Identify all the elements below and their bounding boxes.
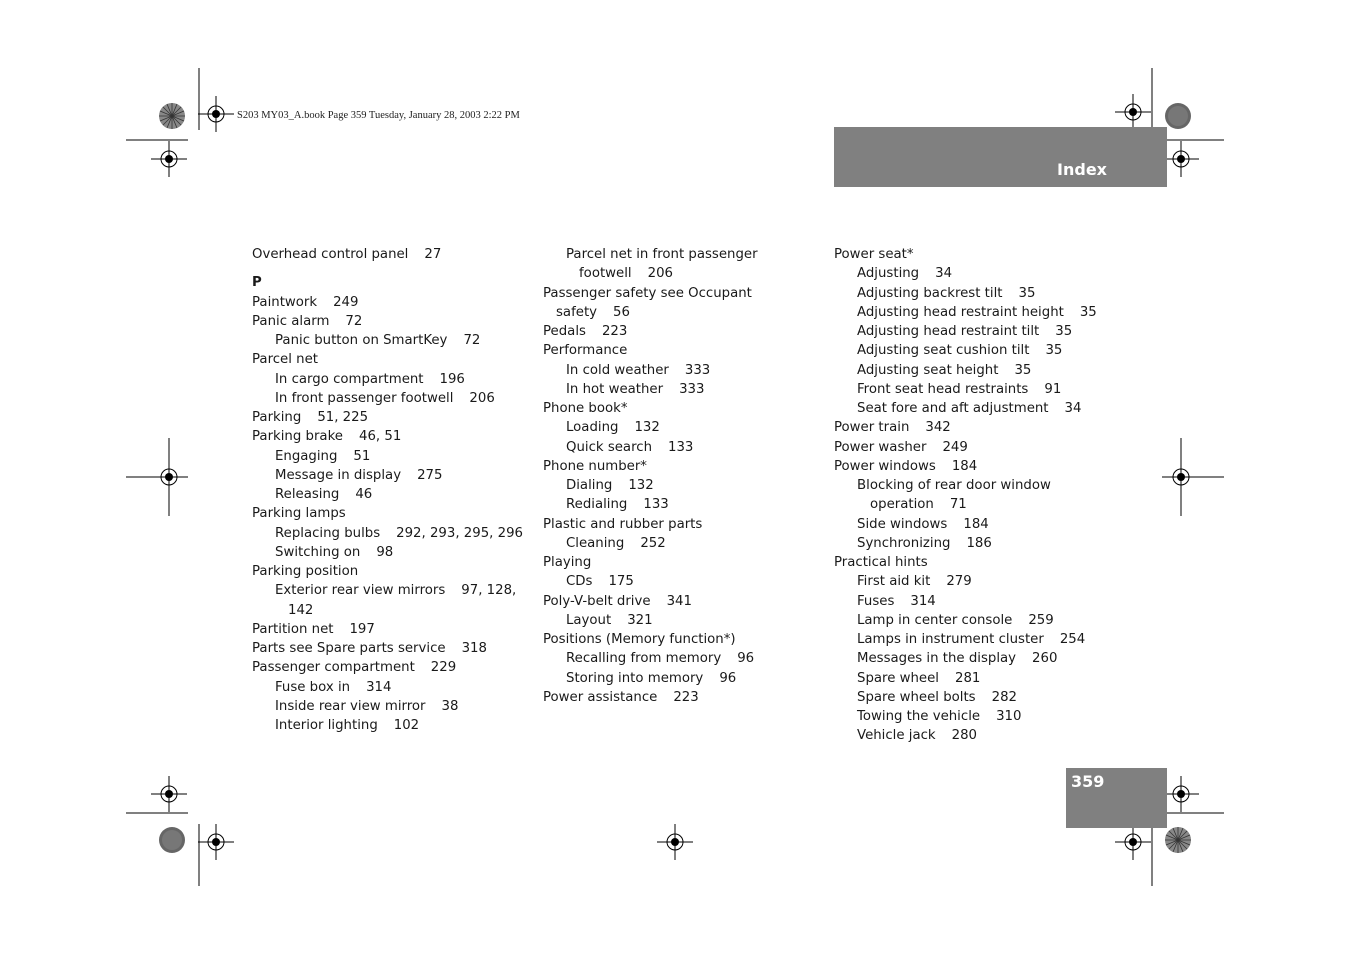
entry-page-ref: 51, 225 <box>317 410 369 425</box>
entry-term: Pedals <box>543 324 586 339</box>
index-entry <box>252 658 537 677</box>
index-entry <box>252 350 537 369</box>
entry-page-ref: 310 <box>996 709 1022 724</box>
entry-page-ref: 249 <box>333 294 359 310</box>
entry-page-ref: 35 <box>1079 304 1097 320</box>
index-entry <box>834 418 1134 437</box>
page-number: 359 <box>1071 772 1105 791</box>
index-letter-heading <box>252 273 537 292</box>
index-entry <box>834 438 1134 457</box>
entry-page-ref: 34 <box>935 266 953 282</box>
entry-term: Switching on <box>275 544 361 560</box>
index-entry <box>543 572 828 591</box>
entry-term: Lamps in instrument cluster <box>857 632 1044 647</box>
index-entry <box>543 264 828 283</box>
entry-page-ref: 35 <box>1014 362 1032 378</box>
entry-page-ref: 292, 293, 295, 296 <box>396 525 524 541</box>
entry-term: Loading <box>566 420 619 436</box>
index-entry <box>834 341 1134 360</box>
entry-term: Performance <box>543 343 628 359</box>
index-entry <box>252 581 537 600</box>
entry-page-ref: 206 <box>647 266 674 282</box>
entry-page-ref: 223 <box>673 689 699 705</box>
entry-term: Interior lighting <box>275 718 378 733</box>
entry-term: Plastic and rubber parts <box>543 516 703 532</box>
index-entry <box>834 495 1134 514</box>
index-entry <box>252 716 537 735</box>
index-entry <box>834 630 1134 649</box>
entry-term: Message in display <box>275 467 402 483</box>
entry-term: Adjusting <box>857 266 920 282</box>
entry-term: Adjusting head restraint height <box>857 304 1064 320</box>
entry-term: Adjusting head restraint tilt <box>857 324 1040 339</box>
entry-term: In hot weather <box>566 381 664 397</box>
index-entry <box>834 515 1134 534</box>
entry-page-ref: 175 <box>608 574 634 590</box>
entry-page-ref: 132 <box>634 420 660 436</box>
entry-page-ref: 314 <box>366 679 392 695</box>
entry-term: Seat fore and aft adjustment <box>857 401 1049 416</box>
entry-term: Parts see Spare parts service <box>252 641 446 656</box>
entry-page-ref: 318 <box>461 641 487 656</box>
index-entry <box>252 427 537 446</box>
index-entry <box>834 592 1134 611</box>
index-entry <box>252 485 537 504</box>
entry-term: Phone number* <box>543 458 647 474</box>
entry-term: Parking <box>252 410 302 425</box>
entry-term: Panic button on SmartKey <box>275 333 448 348</box>
entry-term: Phone book* <box>543 401 628 416</box>
index-entry <box>543 284 828 303</box>
index-entry <box>543 341 828 360</box>
index-entry <box>834 553 1134 572</box>
entry-term: Layout <box>566 612 612 628</box>
index-entry <box>543 438 828 457</box>
index-entry <box>834 361 1134 380</box>
entry-page-ref: 321 <box>627 612 653 628</box>
index-entry <box>834 611 1134 630</box>
entry-term: Spare wheel <box>857 670 939 686</box>
index-entry <box>834 264 1134 283</box>
entry-term: Parcel net in front passenger <box>566 247 758 262</box>
entry-page-ref: 223 <box>601 324 628 339</box>
entry-term: Blocking of rear door window <box>857 478 1051 493</box>
entry-page-ref: 184 <box>963 516 989 532</box>
entry-term: Parking lamps <box>252 506 346 522</box>
index-entry <box>252 639 537 658</box>
entry-page-ref: 97, 128, <box>461 583 517 599</box>
entry-page-ref: 35 <box>1055 324 1073 339</box>
index-entry <box>543 245 828 264</box>
index-entry <box>543 553 828 572</box>
entry-term: Exterior rear view mirrors <box>275 583 446 599</box>
entry-term: Parcel net <box>252 352 318 368</box>
entry-page-ref: 254 <box>1059 632 1086 647</box>
entry-page-ref: 279 <box>946 574 972 590</box>
entry-page-ref: 314 <box>910 593 936 609</box>
index-column-3 <box>834 245 1134 746</box>
entry-page-ref: 133 <box>668 439 694 455</box>
entry-term: In cold weather <box>566 362 669 378</box>
index-entry <box>543 688 828 707</box>
index-entry <box>252 447 537 466</box>
index-entry <box>543 592 828 611</box>
entry-page-ref: 282 <box>991 689 1017 705</box>
index-entry <box>252 620 537 639</box>
index-entry <box>543 476 828 495</box>
entry-term: 142 <box>288 602 314 618</box>
index-entry <box>834 649 1134 668</box>
index-entry <box>834 726 1134 745</box>
entry-term: Adjusting seat height <box>857 362 999 378</box>
entry-term: Power train <box>834 420 910 436</box>
entry-page-ref: 186 <box>966 535 992 551</box>
entry-page-ref: 249 <box>942 439 968 455</box>
index-entry <box>252 562 537 581</box>
entry-term: footwell <box>579 266 632 282</box>
entry-term: Vehicle jack <box>857 728 936 744</box>
entry-page-ref: 280 <box>951 728 978 744</box>
entry-page-ref: 91 <box>1044 381 1062 397</box>
entry-page-ref: 132 <box>628 478 654 493</box>
entry-term: Playing <box>543 555 592 570</box>
entry-term: Power windows <box>834 458 936 474</box>
index-entry <box>543 649 828 668</box>
index-entry <box>543 534 828 553</box>
index-entry <box>543 418 828 437</box>
entry-term: Synchronizing <box>857 535 951 551</box>
entry-term: Redialing <box>566 497 628 513</box>
section-title: Index <box>1057 160 1107 179</box>
entry-term: Releasing <box>275 487 340 502</box>
entry-page-ref: 252 <box>640 535 666 551</box>
index-entry <box>252 293 537 312</box>
entry-term: Panic alarm <box>252 313 330 329</box>
entry-page-ref: 102 <box>393 718 420 733</box>
entry-page-ref: 46 <box>355 487 373 502</box>
index-entry <box>252 678 537 697</box>
index-column-2 <box>543 245 828 707</box>
entry-page-ref: 206 <box>469 390 495 406</box>
entry-term: Fuse box in <box>275 679 351 695</box>
entry-term: Overhead control panel <box>252 247 409 262</box>
index-entry <box>834 322 1134 341</box>
index-entry <box>543 495 828 514</box>
entry-page-ref: 333 <box>684 362 711 378</box>
index-entry <box>834 399 1134 418</box>
entry-term: P <box>252 275 262 291</box>
index-entry <box>252 245 537 264</box>
entry-term: Inside rear view mirror <box>275 698 426 714</box>
index-entry <box>252 389 537 408</box>
index-entry <box>252 524 537 543</box>
entry-term: Quick search <box>566 439 652 455</box>
entry-term: Passenger safety see Occupant <box>543 285 752 301</box>
index-entry <box>543 630 828 649</box>
entry-term: Spare wheel bolts <box>857 689 976 705</box>
entry-term: Towing the vehicle <box>857 709 981 724</box>
index-entry <box>252 601 537 620</box>
entry-term: Cleaning <box>566 535 625 551</box>
entry-page-ref: 35 <box>1018 285 1036 301</box>
entry-page-ref: 27 <box>424 247 442 262</box>
entry-page-ref: 281 <box>954 670 981 686</box>
index-entry <box>252 408 537 427</box>
index-entry <box>252 312 537 331</box>
index-entry <box>252 697 537 716</box>
entry-term: Fuses <box>857 593 895 609</box>
entry-term: Engaging <box>275 448 338 464</box>
index-entry <box>834 534 1134 553</box>
entry-page-ref: 38 <box>441 698 459 714</box>
entry-term: In cargo compartment <box>275 371 424 387</box>
entry-term: Messages in the display <box>857 651 1017 667</box>
entry-term: Power washer <box>834 439 927 455</box>
index-entry <box>834 303 1134 322</box>
entry-term: CDs <box>566 574 593 590</box>
entry-term: Parking position <box>252 564 359 579</box>
entry-page-ref: 71 <box>949 497 967 513</box>
index-entry <box>543 611 828 630</box>
section-tab <box>834 127 1167 187</box>
entry-page-ref: 342 <box>925 420 951 436</box>
entry-term: Storing into memory <box>566 670 704 686</box>
entry-term: Power assistance <box>543 689 658 705</box>
index-entry <box>543 380 828 399</box>
entry-term: safety <box>556 304 598 320</box>
entry-page-ref: 333 <box>679 381 705 397</box>
index-entry <box>834 284 1134 303</box>
index-entry <box>834 380 1134 399</box>
index-entry <box>252 331 537 350</box>
entry-page-ref: 196 <box>439 371 465 387</box>
index-entry <box>252 504 537 523</box>
entry-page-ref: 341 <box>666 593 692 609</box>
index-entry <box>834 572 1134 591</box>
entry-term: Lamp in center console <box>857 612 1013 628</box>
entry-page-ref: 46, 51 <box>359 429 402 445</box>
entry-term: Recalling from memory <box>566 651 722 667</box>
print-slug: S203 MY03_A.book Page 359 Tuesday, January 28, 2003 2:22 PM <box>237 110 520 121</box>
entry-term: Replacing bulbs <box>275 525 381 541</box>
entry-page-ref: 275 <box>417 467 443 483</box>
entry-term: Adjusting backrest tilt <box>857 285 1003 301</box>
entry-term: Adjusting seat cushion tilt <box>857 343 1030 359</box>
entry-term: Partition net <box>252 621 334 637</box>
entry-page-ref: 96 <box>737 651 755 667</box>
index-entry <box>543 322 828 341</box>
entry-page-ref: 184 <box>951 458 978 474</box>
entry-term: Front seat head restraints <box>857 381 1029 397</box>
page-number-tab <box>1066 768 1167 828</box>
index-entry <box>543 399 828 418</box>
entry-page-ref: 51 <box>353 448 371 464</box>
index-entry <box>834 457 1134 476</box>
entry-page-ref: 229 <box>430 660 457 676</box>
entry-term: Positions (Memory function*) <box>543 632 736 647</box>
entry-term: Paintwork <box>252 294 318 310</box>
entry-term: Parking brake <box>252 429 343 445</box>
entry-term: Poly-V-belt drive <box>543 593 651 609</box>
entry-page-ref: 72 <box>345 313 363 329</box>
index-entry <box>543 361 828 380</box>
index-entry <box>834 688 1134 707</box>
index-entry <box>543 457 828 476</box>
entry-page-ref: 96 <box>719 670 737 686</box>
entry-term: In front passenger footwell <box>275 390 454 406</box>
index-column-1 <box>252 245 537 735</box>
index-entry <box>834 707 1134 726</box>
entry-page-ref: 197 <box>349 621 375 637</box>
entry-term: Side windows <box>857 516 948 532</box>
entry-page-ref: 98 <box>376 544 394 560</box>
entry-page-ref: 72 <box>463 333 481 348</box>
index-entry <box>543 303 828 322</box>
entry-term: Dialing <box>566 478 613 493</box>
entry-term: Practical hints <box>834 555 928 570</box>
entry-page-ref: 35 <box>1045 343 1063 359</box>
index-entry <box>543 669 828 688</box>
entry-page-ref: 259 <box>1028 612 1054 628</box>
entry-term: Power seat* <box>834 247 914 262</box>
index-entry <box>543 515 828 534</box>
index-entry <box>834 245 1134 264</box>
entry-term: First aid kit <box>857 574 931 590</box>
index-entry <box>252 466 537 485</box>
entry-page-ref: 34 <box>1064 401 1082 416</box>
entry-term: operation <box>870 497 934 513</box>
entry-page-ref: 133 <box>643 497 669 513</box>
entry-term: Passenger compartment <box>252 660 415 676</box>
index-entry <box>834 476 1134 495</box>
entry-page-ref: 260 <box>1032 651 1058 667</box>
index-entry <box>834 669 1134 688</box>
index-entry <box>252 543 537 562</box>
entry-page-ref: 56 <box>613 304 630 320</box>
index-entry <box>252 370 537 389</box>
